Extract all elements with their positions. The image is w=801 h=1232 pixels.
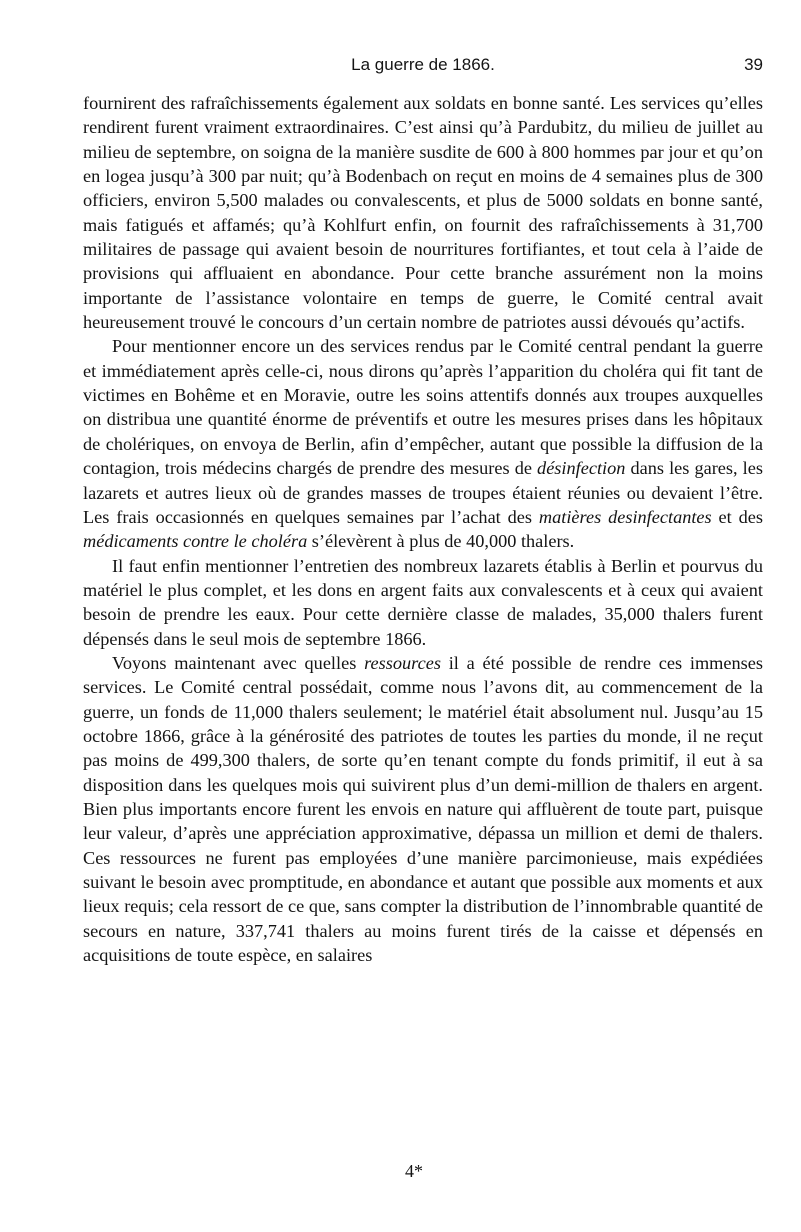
paragraph [83,91,763,334]
italic-text-run: médicaments contre le choléra [83,531,308,552]
page-number: 39 [744,55,763,74]
italic-text-run: matières desinfectantes [538,506,712,527]
italic-text-run: ressources [364,652,441,673]
text-run: fournirent des rafraîchissements également aux soldats en bonne santé. Les services qu’elles rendirent furent vraiment extraordinaires. C’est ainsi qu’à Pardubitz, du milieu de juillet au milieu de septembre, on soigna de la manière susdite de 600 à 800 hommes par jour et qu’on en logea jusqu’à 300 par nuit; qu’à Bodenbach on reçut en moins de 4 semaines plus de 300 officiers, environ 5,500 malades ou convalescents, et plus de 5000 soldats en bonne santé, mais fatigués et affamés; qu’à Kohlfurt enfin, on fournit des rafraîchissements à 31,700 militaires de passage qui avaient besoin de nourritures fortifiantes, et tout cela à l’aide de provisions qui affluaient en abondance. Pour cette branche assurément non la moins importante de l’assistance volontaire en temps de guerre, le Comité central avait heureusement trouvé le concours d’un certain nombre de patriotes aussi dévoués qu’actifs. [83,93,763,333]
body-text [83,91,763,967]
italic-text-run: désinfection [537,458,626,479]
running-head [83,54,763,76]
paragraph [83,554,763,651]
text-run: Voyons maintenant avec quelles [112,652,365,673]
text-run: et des [711,506,763,527]
text-run: s’élevèrent à plus de 40,000 thalers. [307,531,575,552]
running-title: La guerre de 1866. [351,55,495,74]
text-run: il a été possible de rendre ces immenses services. Le Comité central possédait, comme nous l’avons dit, au commencement de la guerre, un fonds de 11,000 thalers seulement; le matériel était absolument nul. Jusqu’au 15 octobre 1866, grâce à la générosité des patriotes de toutes les parties du monde, il ne reçut pas moins de 499,300 thalers, de sorte qu’en tenant compte du fonds primitif, il eut à sa disposition dans les quelques mois qui suivirent plus d’un demi-million de thalers en argent. Bien plus importants encore furent les envois en nature qui affluèrent de toute part, puisque leur valeur, d’après une appréciation approximative, dépassa un million et demi de thalers. Ces ressources ne furent pas employées d’une manière parcimonieuse, mais expédiées suivant le besoin avec promptitude, en abondance et autant que possible aux moments et aux lieux requis; cela ressort de ce que, sans compter la distribution de l’innombrable quantité de secours en nature, 337,741 thalers au moins furent tirés de la caisse et dépensés en acquisitions de toute espèce, en salaires [83,652,763,966]
text-run: Il faut enfin mentionner l’entretien des nombreux lazarets établis à Berlin et pourvus du matériel le plus complet, et les dons en argent faits aux convalescents et à ceux qui avaient besoin de prendre les eaux. Pour cette dernière classe de malades, 35,000 thalers furent dépensés dans le seul mois de septembre 1866. [83,555,763,649]
paragraph [83,334,763,553]
paragraph [83,651,763,967]
signature-mark: 4* [405,1161,423,1181]
text-run: dans les gares, les lazarets et autres lieux où de grandes masses de troupes étaient réunies ou devaient l’être. Les frais occasionnés en quelques semaines par l’achat des [83,458,763,527]
text-run: Pour mentionner encore un des services rendus par le Comité central pendant la guerre et immédiatement après celle-ci, nous dirons qu’après l’apparition du choléra qui fit tant de victimes en Bohême et en Moravie, outre les soins attentifs donnés aux troupes auxquelles on distribua une quantité énorme de préventifs et outre les mesures prises dans les hôpitaux de cholériques, on envoya de Berlin, afin d’empêcher, autant que possible la diffusion de la contagion, trois médecins chargés de prendre des mesures de [83,336,763,479]
